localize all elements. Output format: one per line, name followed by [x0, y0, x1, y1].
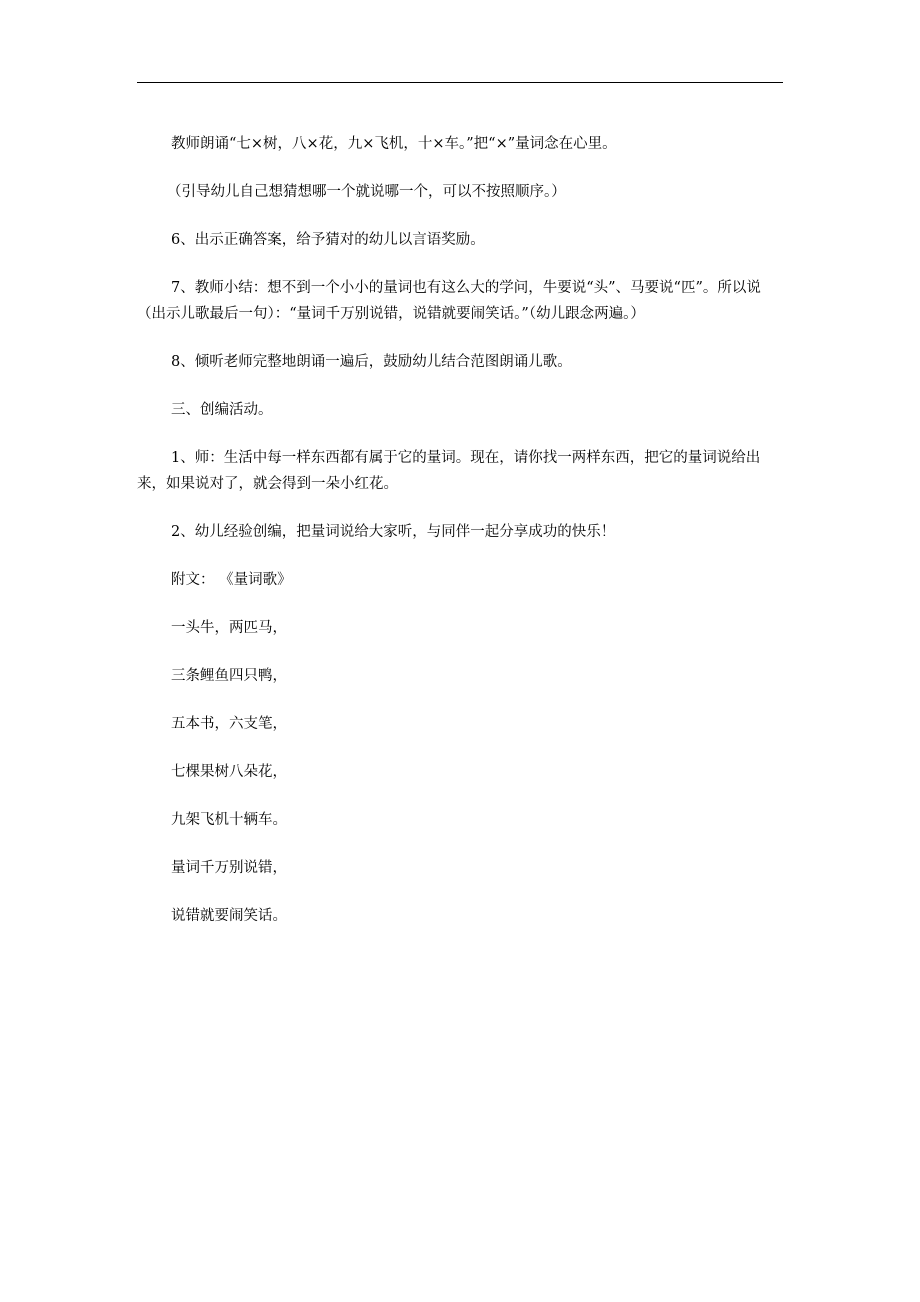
poem-line: 量词千万别说错，: [171, 860, 287, 876]
header-rule: [137, 82, 783, 83]
poem-line: 一头牛，两匹马，: [171, 620, 287, 636]
poem-line: 五本书，六支笔，: [171, 716, 287, 732]
poem-line: 三条鲤鱼四只鸭，: [171, 668, 287, 684]
paragraph-recitation: 教师朗诵“七×树，八×花，九×飞机，十×车。”把“×”量词念在心里。: [171, 136, 617, 152]
poem-line: 九架飞机十辆车。: [171, 812, 287, 828]
paragraph-guide-note: （引导幼儿自己想猜想哪一个就说哪一个，可以不按照顺序。）: [167, 184, 566, 200]
paragraph-step-7: 7、教师小结：想不到一个小小的量词也有这么大的学问，牛要说“头”、马要说“匹”。所以说（出示儿歌最后一句）：“量词千万别说错，说错就要闹笑话。”（幼儿跟念两遍。）: [137, 280, 761, 322]
poem-line: 七棵果树八朵花，: [171, 764, 287, 780]
paragraph-step-8: 8、倾听老师完整地朗诵一遍后，鼓励幼儿结合范图朗诵儿歌。: [171, 354, 572, 370]
paragraph-creative-1: 1、师：生活中每一样东西都有属于它的量词。现在，请你找一两样东西，把它的量词说给出来，如果说对了，就会得到一朵小红花。: [137, 450, 761, 492]
section-heading-creative: 三、创编活动。: [171, 402, 273, 418]
paragraph-creative-2: 2、幼儿经验创编，把量词说给大家听，与同伴一起分享成功的快乐！: [171, 524, 616, 540]
appendix-title: 附文： 《量词歌》: [171, 572, 292, 588]
document-body: [137, 131, 787, 951]
poem-line: 说错就要闹笑话。: [171, 908, 287, 924]
paragraph-step-6: 6、出示正确答案，给予猜对的幼儿以言语奖励。: [171, 232, 485, 248]
